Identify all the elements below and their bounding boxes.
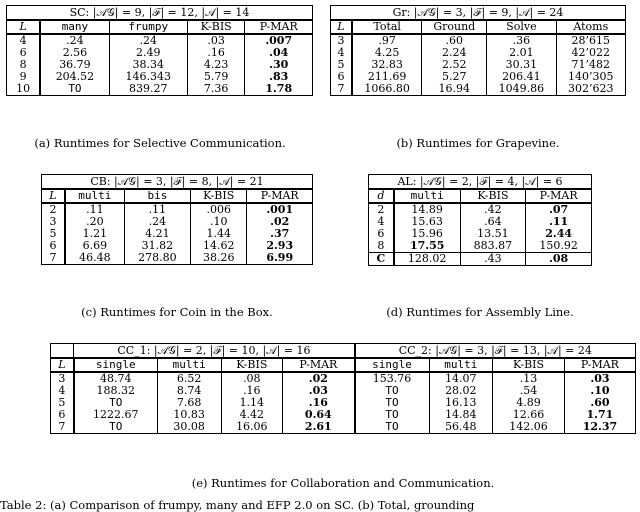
cell: 128.02 — [394, 253, 460, 266]
cell: 46.48 — [65, 252, 124, 265]
caption-e: (e) Runtimes for Collaboration and Communication. — [191, 476, 495, 490]
cell: .03 — [283, 385, 355, 397]
cell: 38.34 — [109, 59, 187, 71]
cell: 1.78 — [245, 83, 313, 96]
cell: 28’615 — [556, 34, 625, 47]
cell: .30 — [245, 59, 313, 71]
cell: 5.27 — [422, 71, 487, 83]
cell: 2.52 — [422, 59, 487, 71]
cell: .08 — [526, 253, 592, 266]
cell: 2 — [369, 203, 394, 216]
cell: 14.84 — [429, 409, 493, 421]
cell: 14.62 — [191, 240, 247, 252]
cell: 3 — [331, 34, 352, 47]
cell: C — [369, 253, 394, 266]
cell: 30.31 — [487, 59, 556, 71]
col-header: P-MAR — [245, 20, 313, 34]
cell: 3 — [42, 216, 65, 228]
cell: .60 — [422, 34, 487, 47]
cell: 140’305 — [556, 71, 625, 83]
cell: 6 — [42, 240, 65, 252]
cell: .37 — [247, 228, 313, 240]
cell: 146.343 — [109, 71, 187, 83]
cell: 188.32 — [74, 385, 157, 397]
caption-c: (c) Runtimes for Coin in the Box. — [81, 305, 273, 319]
col-header: Total — [352, 20, 422, 34]
cell: .24 — [124, 216, 190, 228]
col-header: many — [40, 20, 109, 34]
col-header: frumpy — [109, 20, 187, 34]
col-header: P-MAR — [247, 189, 313, 203]
cell: 10 — [7, 83, 41, 96]
cell: TO — [74, 421, 157, 434]
cell: 4.89 — [493, 397, 565, 409]
cell: 7 — [42, 252, 65, 265]
col-header: P-MAR — [526, 189, 592, 203]
cell: 15.96 — [394, 228, 460, 240]
cell: 4 — [51, 385, 74, 397]
cell: 10.83 — [157, 409, 221, 421]
cell: 4 — [369, 216, 394, 228]
cell: 16.06 — [221, 421, 282, 434]
col-header: L — [51, 358, 74, 372]
col-header: multi — [394, 189, 460, 203]
cell: TO — [40, 83, 109, 96]
table-row — [331, 83, 626, 96]
col-header: L — [7, 20, 41, 34]
col-header: single — [355, 358, 429, 372]
cell: .03 — [187, 34, 245, 47]
cell: .10 — [191, 216, 247, 228]
cell: .11 — [526, 216, 592, 228]
caption-b: (b) Runtimes for Grapevine. — [396, 136, 560, 150]
cell: 2 — [42, 203, 65, 216]
cell: .83 — [245, 71, 313, 83]
cell: 36.79 — [40, 59, 109, 71]
table-row — [369, 253, 592, 266]
col-header: multi — [65, 189, 124, 203]
cell: 4.25 — [352, 47, 422, 59]
cell: 5 — [51, 397, 74, 409]
cell: 28.02 — [429, 385, 493, 397]
cell: 38.26 — [191, 252, 247, 265]
table-sc — [6, 5, 313, 96]
col-header: L — [42, 189, 65, 203]
col-header: multi — [157, 358, 221, 372]
cell: 17.55 — [394, 240, 460, 253]
cell: 15.63 — [394, 216, 460, 228]
cell: 5 — [42, 228, 65, 240]
table-row — [51, 421, 636, 434]
cell: .43 — [460, 253, 526, 266]
table-title: AL: |𝒜𝒢| = 2, |ℱ| = 4, |𝒜| = 6 — [369, 175, 592, 190]
cell: 4.23 — [187, 59, 245, 71]
cell: 8 — [369, 240, 394, 253]
table-al — [368, 174, 592, 266]
cell: 8.74 — [157, 385, 221, 397]
cell: 1.44 — [191, 228, 247, 240]
cell: 1066.80 — [352, 83, 422, 96]
cell: 2.56 — [40, 47, 109, 59]
cell: 2.24 — [422, 47, 487, 59]
cell: 16.13 — [429, 397, 493, 409]
cell: .08 — [221, 372, 282, 385]
col-header: K-BIS — [221, 358, 282, 372]
cell: 7 — [331, 83, 352, 96]
cell: .04 — [245, 47, 313, 59]
col-header: Atoms — [556, 20, 625, 34]
cell: 4.42 — [221, 409, 282, 421]
table-row — [51, 385, 636, 397]
cell: 6.69 — [65, 240, 124, 252]
cell: 4 — [331, 47, 352, 59]
col-header: Solve — [487, 20, 556, 34]
cell: .42 — [460, 203, 526, 216]
cell: 56.48 — [429, 421, 493, 434]
col-header: P-MAR — [564, 358, 635, 372]
table-row — [51, 372, 636, 385]
cell: 7.68 — [157, 397, 221, 409]
cell: .24 — [40, 34, 109, 47]
cell: TO — [355, 397, 429, 409]
cell: .02 — [247, 216, 313, 228]
col-header: K-BIS — [191, 189, 247, 203]
cell: .54 — [493, 385, 565, 397]
cell: 31.82 — [124, 240, 190, 252]
cell: TO — [355, 421, 429, 434]
cell: 1049.86 — [487, 83, 556, 96]
cell: 9 — [7, 71, 41, 83]
cell: 30.08 — [157, 421, 221, 434]
cell: 2.49 — [109, 47, 187, 59]
cell: 2.44 — [526, 228, 592, 240]
table-title: CB: |𝒜𝒢| = 3, |ℱ| = 8, |𝒜| = 21 — [42, 175, 313, 190]
cell: .11 — [124, 203, 190, 216]
cell: .97 — [352, 34, 422, 47]
cell: 12.66 — [493, 409, 565, 421]
cell: .03 — [564, 372, 635, 385]
cell: 1222.67 — [74, 409, 157, 421]
cell: 204.52 — [40, 71, 109, 83]
col-header: d — [369, 189, 394, 203]
col-header: K-BIS — [460, 189, 526, 203]
table-footer-caption: Table 2: (a) Comparison of frumpy, many and EFP 2.0 on SC. (b) Total, grounding — [0, 498, 475, 512]
cell: 13.51 — [460, 228, 526, 240]
cell: 153.76 — [355, 372, 429, 385]
table-row — [42, 252, 313, 265]
cell: .16 — [283, 397, 355, 409]
cell: .001 — [247, 203, 313, 216]
cell: 2.61 — [283, 421, 355, 434]
cell: 14.07 — [429, 372, 493, 385]
col-header: P-MAR — [283, 358, 355, 372]
cell: 1.14 — [221, 397, 282, 409]
cell: 4 — [7, 34, 41, 47]
cell: 6.52 — [157, 372, 221, 385]
cell: 150.92 — [526, 240, 592, 253]
col-header: multi — [429, 358, 493, 372]
cell: 32.83 — [352, 59, 422, 71]
cell: .006 — [191, 203, 247, 216]
cell: 883.87 — [460, 240, 526, 253]
cell: .16 — [221, 385, 282, 397]
cell: 6 — [51, 409, 74, 421]
cell: 8 — [7, 59, 41, 71]
cell: 3 — [51, 372, 74, 385]
col-header: K-BIS — [187, 20, 245, 34]
table-title-cc2: CC_2: |𝒜𝒢| = 3, |ℱ| = 13, |𝒜| = 24 — [355, 344, 636, 359]
table-row — [7, 83, 313, 96]
cell: TO — [74, 397, 157, 409]
cell: 1.21 — [65, 228, 124, 240]
cell: TO — [355, 385, 429, 397]
cell: 142.06 — [493, 421, 565, 434]
cell: .11 — [65, 203, 124, 216]
cell: 6 — [369, 228, 394, 240]
table-row — [51, 409, 636, 421]
spacer — [51, 344, 74, 359]
table-cc — [50, 343, 636, 434]
cell: 6 — [7, 47, 41, 59]
caption-a: (a) Runtimes for Selective Communication. — [34, 136, 286, 150]
cell: 14.89 — [394, 203, 460, 216]
cell: 2.93 — [247, 240, 313, 252]
table-row — [369, 240, 592, 253]
table-cb — [41, 174, 313, 265]
cell: 48.74 — [74, 372, 157, 385]
cell: 6 — [331, 71, 352, 83]
cell: 839.27 — [109, 83, 187, 96]
cell: 71’482 — [556, 59, 625, 71]
table-title: Gr: |𝒜𝒢| = 3, |ℱ| = 9, |𝒜| = 24 — [331, 6, 626, 21]
col-header: Ground — [422, 20, 487, 34]
cell: .13 — [493, 372, 565, 385]
table-gr — [330, 5, 626, 96]
cell: TO — [355, 409, 429, 421]
cell: 7 — [51, 421, 74, 434]
cell: 6.99 — [247, 252, 313, 265]
cell: .60 — [564, 397, 635, 409]
cell: 5 — [331, 59, 352, 71]
col-header: L — [331, 20, 352, 34]
col-header: single — [74, 358, 157, 372]
cell: 5.79 — [187, 71, 245, 83]
caption-d: (d) Runtimes for Assembly Line. — [386, 305, 574, 319]
cell: .16 — [187, 47, 245, 59]
cell: 7.36 — [187, 83, 245, 96]
cell: 0.64 — [283, 409, 355, 421]
cell: .20 — [65, 216, 124, 228]
cell: .02 — [283, 372, 355, 385]
table-title-cc1: CC_1: |𝒜𝒢| = 2, |ℱ| = 10, |𝒜| = 16 — [74, 344, 355, 359]
cell: 4.21 — [124, 228, 190, 240]
cell: 16.94 — [422, 83, 487, 96]
cell: 278.80 — [124, 252, 190, 265]
col-header: bis — [124, 189, 190, 203]
cell: .24 — [109, 34, 187, 47]
cell: 211.69 — [352, 71, 422, 83]
cell: 42’022 — [556, 47, 625, 59]
cell: 12.37 — [564, 421, 635, 434]
cell: 302’623 — [556, 83, 625, 96]
cell: .10 — [564, 385, 635, 397]
cell: .36 — [487, 34, 556, 47]
cell: 2.01 — [487, 47, 556, 59]
cell: .007 — [245, 34, 313, 47]
cell: .07 — [526, 203, 592, 216]
cell: .64 — [460, 216, 526, 228]
table-title: SC: |𝒜𝒢| = 9, |ℱ| = 12, |𝒜| = 14 — [7, 6, 313, 21]
cell: 1.71 — [564, 409, 635, 421]
cell: 206.41 — [487, 71, 556, 83]
col-header: K-BIS — [493, 358, 565, 372]
